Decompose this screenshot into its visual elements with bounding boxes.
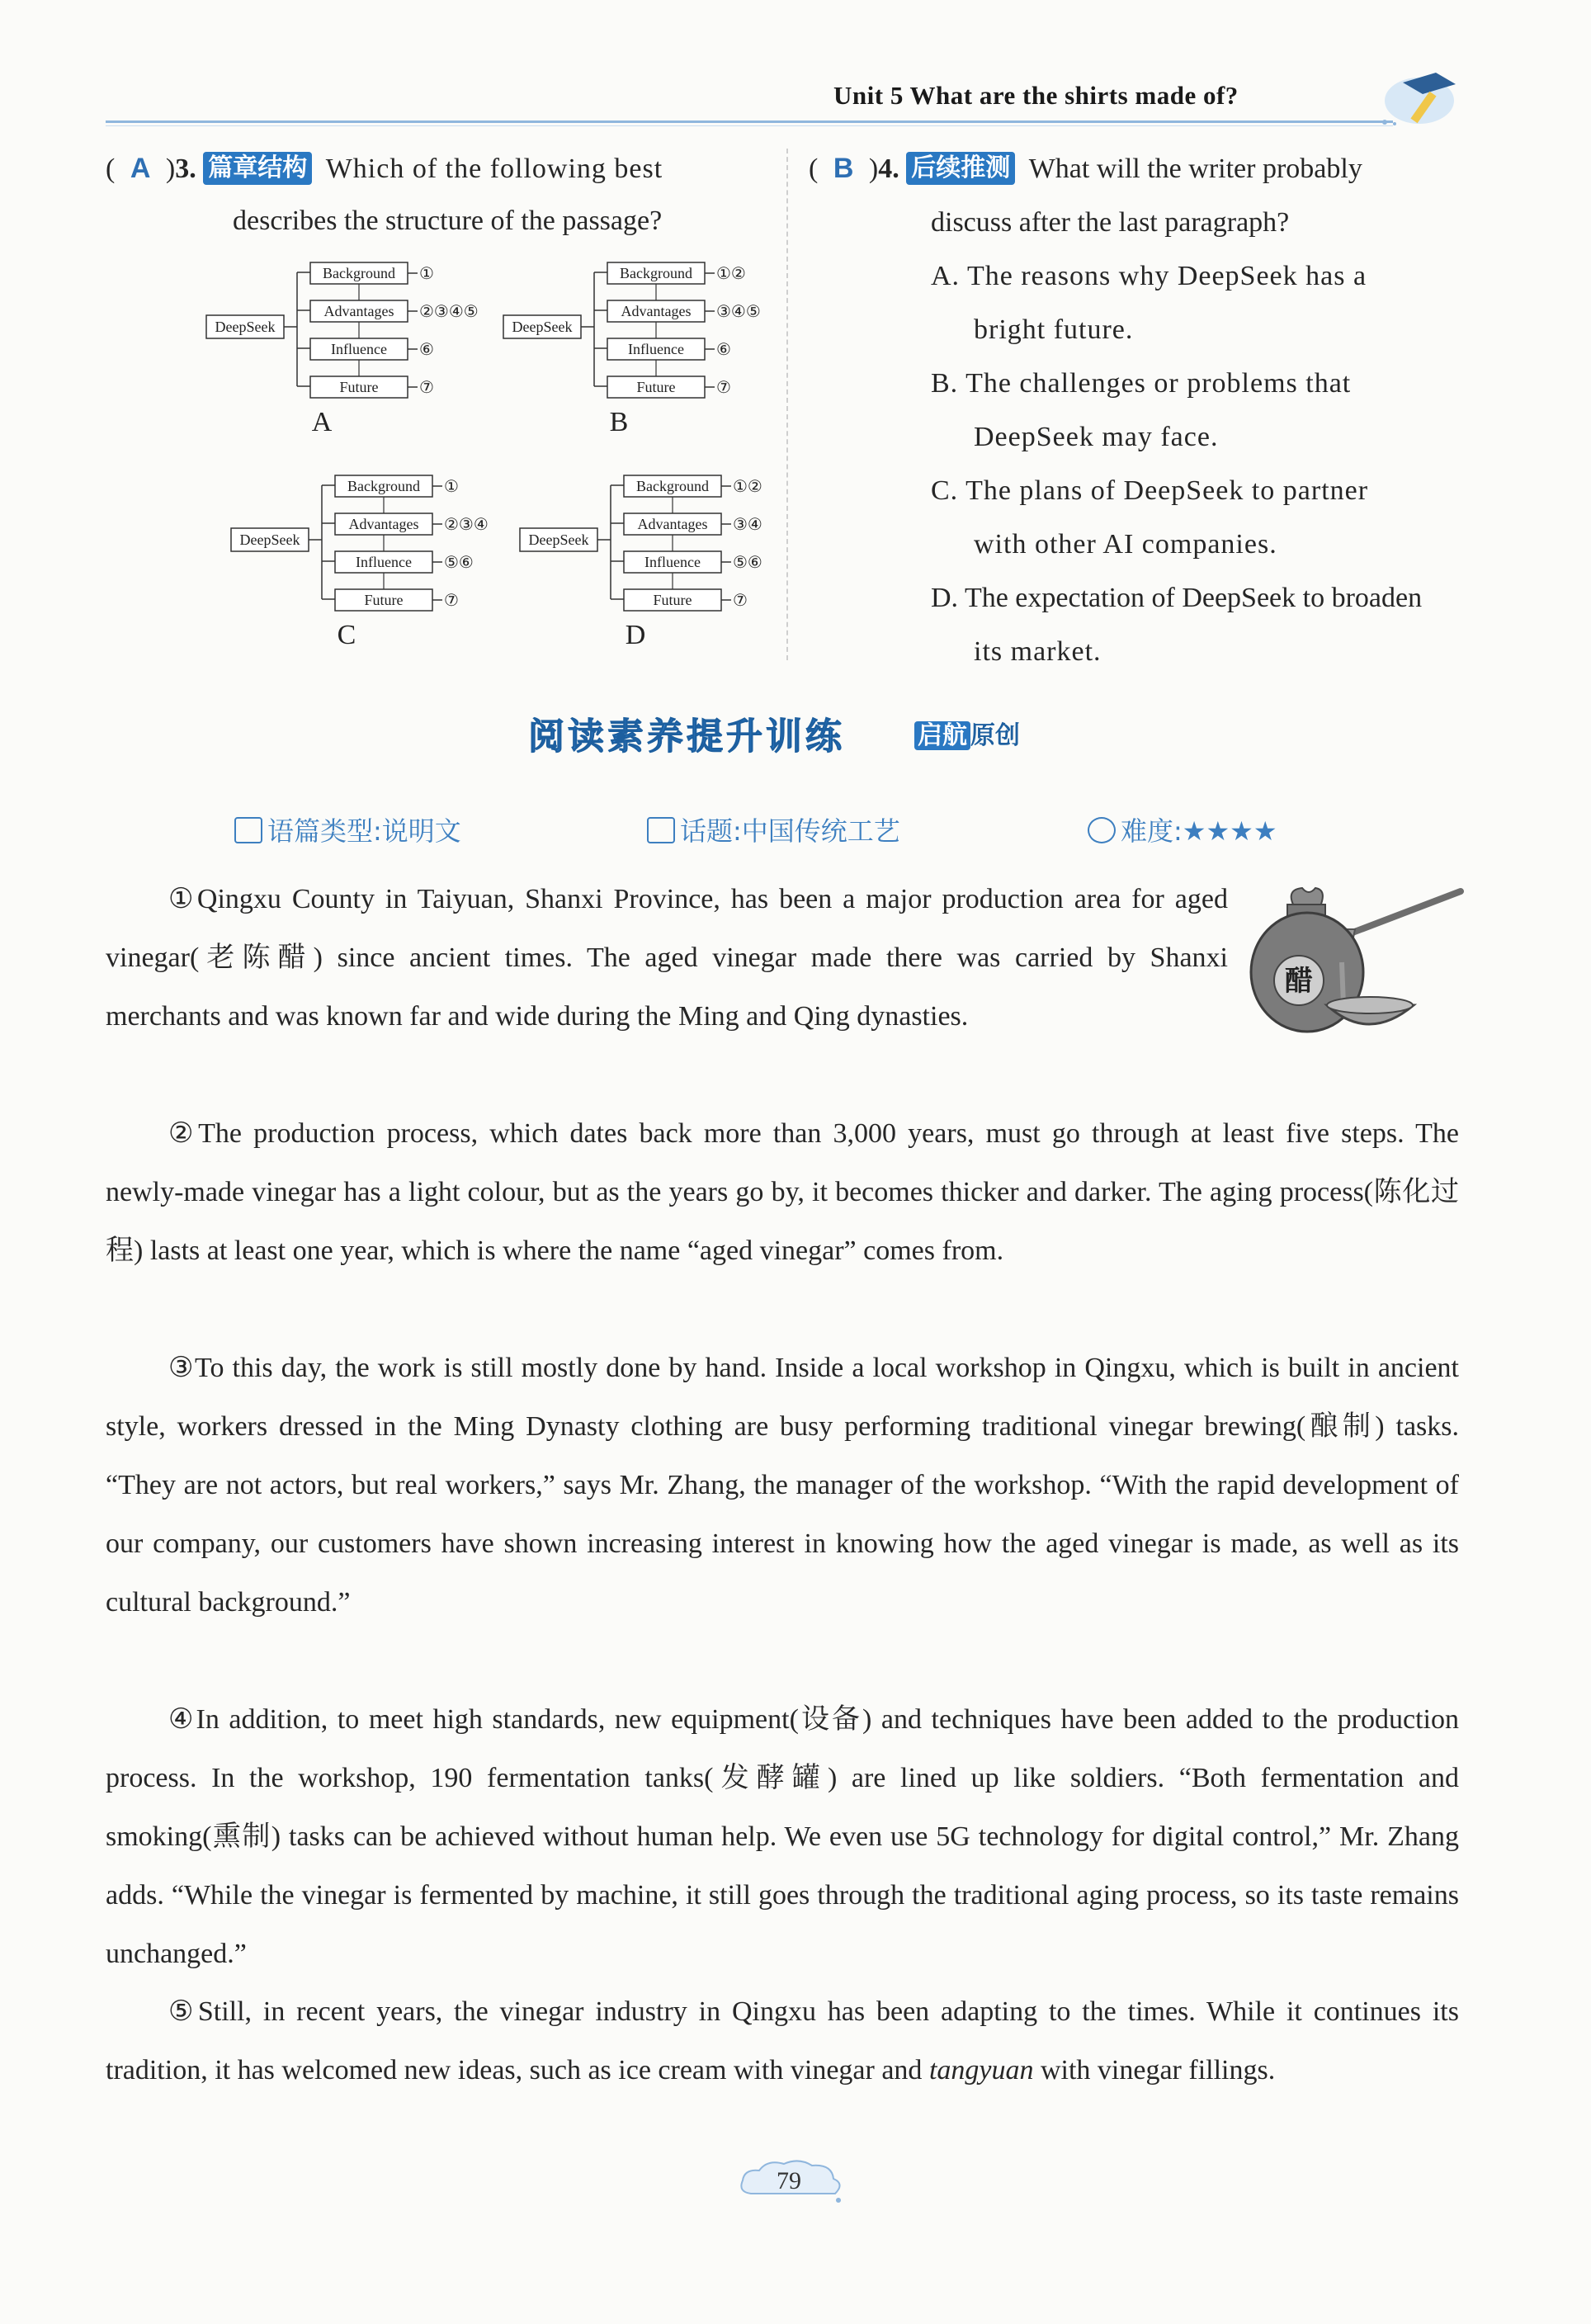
diagram-paragraph-marks: ⑤⑥ — [444, 552, 474, 572]
header-rule-thin — [106, 125, 1393, 126]
diagram-node-label: Future — [364, 592, 404, 608]
paragraph-2: ②The production process, which dates back more than 3,000 years, must go through at least five steps. The newly-made vinegar has a light colour, but as the years go by, it becomes thicker and darker. The aging process(陈化过程) lasts at least one year, which is where the name “aged vinegar” comes from. — [106, 1118, 1459, 1266]
paragraph-4: ④In addition, to meet high standards, new equipment(设备) and techniques have been added to the production process. In the workshop, 190 fermentation tanks(发酵罐) are lined up like soldiers. “Both fermentation and smoking(熏制) tasks can be achieved without human help. We even use 5G technology for digital control,” Mr. Zhang adds. “While the vinegar is fermented by machine, it still goes through the traditional aging process, so its taste remains unchanged.” — [106, 1704, 1459, 1969]
diagram-root-label: DeepSeek — [215, 319, 276, 335]
diagram-node-label: Influence — [356, 554, 412, 570]
page-number: 79 — [777, 2167, 801, 2194]
diagram-node-label: Background — [347, 478, 420, 494]
paragraph-1: ①Qingxu County in Taiyuan, Shanxi Province, has been a major production area for aged vinegar(老陈醋) since ancient times. The aged vinegar made there was carried by Shanxi merchants and was known far and wide during the Ming and Qing dynasties. — [106, 884, 1228, 1032]
diagram-option-label: A — [311, 407, 333, 437]
q4-options — [931, 249, 1467, 678]
q3-line2: describes the structure of the passage? — [233, 205, 663, 236]
q4-option-b-cont: DeepSeek may face. — [974, 422, 1219, 452]
diagram-node-label: Future — [636, 379, 676, 395]
q4-answer: B — [833, 153, 854, 184]
diagram-paragraph-marks: ③④⑤ — [716, 301, 761, 321]
q4-line2: discuss after the last paragraph? — [931, 207, 1290, 238]
genre-label: 语篇类型:说明文 — [234, 810, 461, 848]
diagram-node-label: Background — [620, 265, 692, 281]
diagram-node-label: Influence — [628, 341, 684, 357]
header-rule — [106, 120, 1393, 123]
diagram-option-label: D — [625, 620, 646, 650]
q4-option-c: C. The plans of DeepSeek to partner — [931, 475, 1369, 506]
q3-answer: A — [130, 153, 151, 184]
diagram-root-label: DeepSeek — [512, 319, 573, 335]
q3-tag: 篇章结构 — [203, 152, 312, 185]
paragraph-3: ③To this day, the work is still mostly done by hand. Inside a local workshop in Qingxu, which is built in ancient style, workers dressed in the Ming Dynasty clothing are busy performing traditional vinegar brewing(酿制) tasks. “They are not actors, but real workers,” says Mr. Zhang, the manager of the workshop. “With the rapid development of our company, our customers have shown increasing interest in knowing how the aged vinegar is made, as well as its cultural background.” — [106, 1353, 1459, 1618]
diagram-paragraph-marks: ① — [444, 476, 459, 496]
diagram-paragraph-marks: ⑦ — [444, 590, 459, 610]
vinegar-jar-illustration — [1244, 881, 1467, 1046]
diagram-paragraph-marks: ③④ — [733, 514, 762, 534]
diagram-node-label: Advantages — [621, 303, 692, 319]
section-title: 阅读素养提升训练 — [528, 716, 845, 758]
difficulty-label: 难度:★★★★ — [1088, 810, 1277, 848]
diagram-paragraph-marks: ⑦ — [716, 377, 731, 397]
q3-line1: ( A )3. 篇章结构 Which of the following best — [106, 153, 663, 184]
diagram-node-label: Future — [653, 592, 692, 608]
page-number-cloud — [734, 2156, 850, 2207]
q4-option-a-cont: bright future. — [974, 314, 1134, 345]
diagram-node-label: Advantages — [637, 516, 708, 532]
diagram-paragraph-marks: ①② — [716, 263, 746, 283]
diagram-option-label: C — [337, 620, 356, 650]
diagram-paragraph-marks: ⑦ — [419, 377, 434, 397]
running-header-title: Unit 5 What are the shirts made of? — [833, 81, 1239, 110]
section-tag: 启航 原创 — [914, 715, 1020, 751]
diagram-paragraph-marks: ②③④ — [444, 514, 489, 534]
diagram-option-label: B — [609, 407, 629, 437]
diagram-root-label: DeepSeek — [239, 531, 300, 548]
structure-diagrams — [198, 256, 792, 668]
q4-option-a: A. The reasons why DeepSeek has a — [931, 261, 1367, 291]
topic-label: 话题:中国传统工艺 — [647, 810, 900, 848]
q4-option-d: D. The expectation of DeepSeek to broaden — [931, 583, 1423, 613]
medal-icon — [1088, 817, 1116, 843]
diagram-paragraph-marks: ⑦ — [733, 590, 748, 610]
diagram-root-label: DeepSeek — [528, 531, 589, 548]
q4-option-d-cont: its market. — [974, 636, 1102, 667]
q4-option-c-cont: with other AI companies. — [974, 529, 1277, 560]
diagram-node-label: Advantages — [348, 516, 419, 532]
chat-icon — [647, 817, 675, 843]
diagram-node-label: Background — [636, 478, 709, 494]
diagram-paragraph-marks: ① — [419, 263, 434, 283]
diagram-node-label: Background — [323, 265, 395, 281]
diagram-paragraph-marks: ②③④⑤ — [419, 301, 479, 321]
graduation-cap-pencil-icon — [1370, 58, 1469, 132]
q4-tag: 后续推测 — [906, 152, 1015, 185]
diagram-node-label: Influence — [644, 554, 701, 570]
diagram-node-label: Influence — [331, 341, 387, 357]
diagram-node-label: Advantages — [323, 303, 394, 319]
q4-line1: ( B )4. 后续推测 What will the writer probably — [809, 153, 1362, 184]
diagram-paragraph-marks: ①② — [733, 476, 762, 496]
book-icon — [234, 817, 262, 843]
q4-option-b: B. The challenges or problems that — [931, 368, 1352, 399]
diagram-node-label: Future — [339, 379, 379, 395]
diagram-paragraph-marks: ⑤⑥ — [733, 552, 762, 572]
paragraph-5: ⑤Still, in recent years, the vinegar industry in Qingxu has been adapting to the times. While it continues its tradition, it has welcomed new ideas, such as ice cream with vinegar and tangyuan with vinegar fillings. — [106, 1996, 1459, 2085]
vinegar-character: 醋 — [1285, 965, 1313, 998]
diagram-paragraph-marks: ⑥ — [716, 339, 731, 359]
diagram-paragraph-marks: ⑥ — [419, 339, 434, 359]
